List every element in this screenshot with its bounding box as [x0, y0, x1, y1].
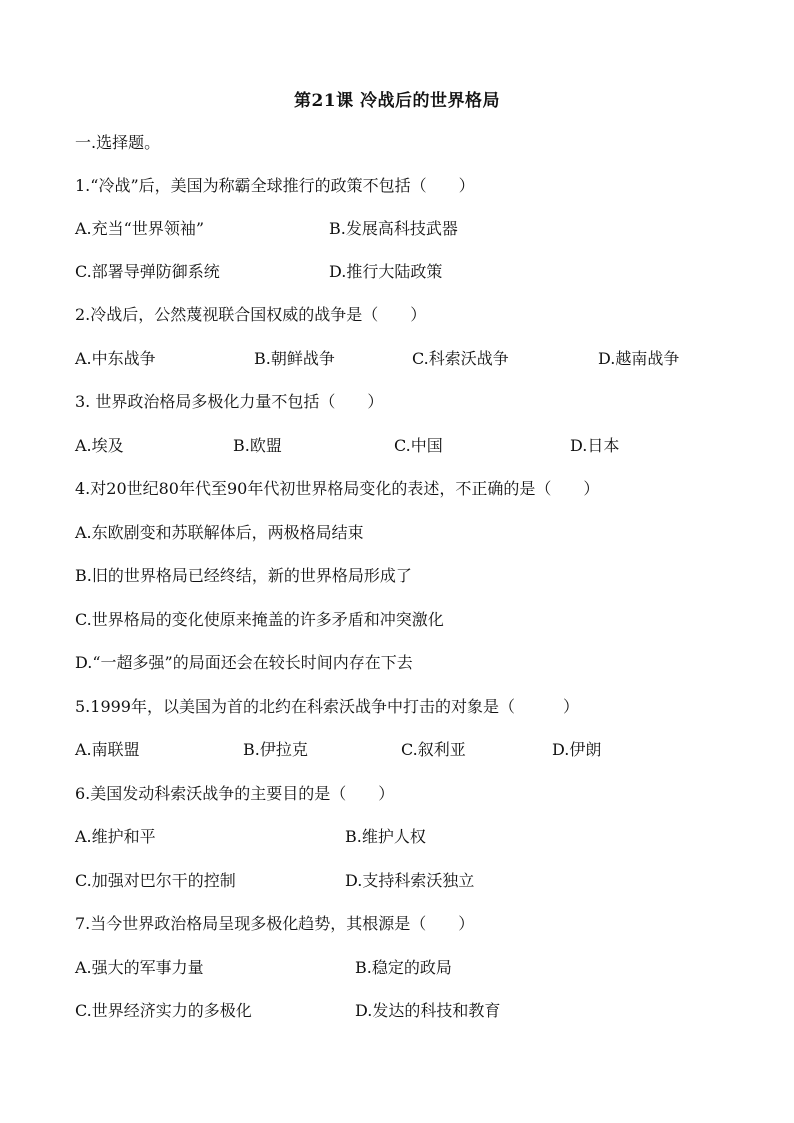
question-2-option-c: C.科索沃战争	[412, 349, 509, 368]
question-3-option-a: A.埃及	[75, 436, 124, 455]
question-1-option-d: D.推行大陆政策	[329, 262, 443, 281]
question-1-stem: 1.“冷战”后，美国为称霸全球推行的政策不包括（ ）	[75, 176, 475, 195]
question-5-option-c: C.叙利亚	[401, 740, 466, 759]
question-4-option-b: B.旧的世界格局已经终结，新的世界格局形成了	[75, 566, 412, 585]
question-6-option-c: C.加强对巴尔干的控制	[75, 871, 236, 890]
question-2-option-a: A.中东战争	[75, 349, 156, 368]
question-3-option-b: B.欧盟	[233, 436, 282, 455]
question-5-option-a: A.南联盟	[75, 740, 140, 759]
question-4-option-d: D.“一超多强”的局面还会在较长时间内存在下去	[75, 653, 413, 672]
question-7-stem: 7.当今世界政治格局呈现多极化趋势，其根源是（ ）	[75, 914, 475, 933]
question-6-option-a: A.维护和平	[75, 827, 156, 846]
question-2-option-b: B.朝鲜战争	[254, 349, 335, 368]
question-7-option-b: B.稳定的政局	[355, 958, 452, 977]
question-1-option-c: C.部署导弹防御系统	[75, 262, 220, 281]
question-5-option-d: D.伊朗	[552, 740, 602, 759]
question-6-option-d: D.支持科索沃独立	[345, 871, 475, 890]
question-1-option-b: B.发展高科技武器	[329, 219, 458, 238]
section-heading: 一.选择题。	[75, 133, 161, 152]
question-4-option-a: A.东欧剧变和苏联解体后，两极格局结束	[75, 523, 364, 542]
question-2-option-d: D.越南战争	[598, 349, 680, 368]
page-title: 第21课 冷战后的世界格局	[293, 91, 501, 111]
question-7-option-c: C.世界经济实力的多极化	[75, 1001, 252, 1020]
question-3-stem: 3. 世界政治格局多极化力量不包括（ ）	[75, 392, 384, 411]
question-1-option-a: A.充当“世界领袖”	[75, 219, 205, 238]
question-3-option-d: D.日本	[570, 436, 620, 455]
question-2-stem: 2.冷战后，公然蔑视联合国权威的战争是（ ）	[75, 305, 427, 324]
question-4-option-c: C.世界格局的变化使原来掩盖的许多矛盾和冲突激化	[75, 610, 444, 629]
question-4-stem: 4.对20世纪80年代至90年代初世界格局变化的表述，不正确的是（ ）	[75, 479, 600, 498]
question-7-option-a: A.强大的军事力量	[75, 958, 204, 977]
question-5-option-b: B.伊拉克	[243, 740, 308, 759]
question-6-stem: 6.美国发动科索沃战争的主要目的是（ ）	[75, 784, 395, 803]
question-7-option-d: D.发达的科技和教育	[355, 1001, 501, 1020]
question-5-stem: 5.1999年，以美国为首的北约在科索沃战争中打击的对象是（ ）	[75, 697, 579, 716]
question-6-option-b: B.维护人权	[345, 827, 426, 846]
question-3-option-c: C.中国	[394, 436, 443, 455]
